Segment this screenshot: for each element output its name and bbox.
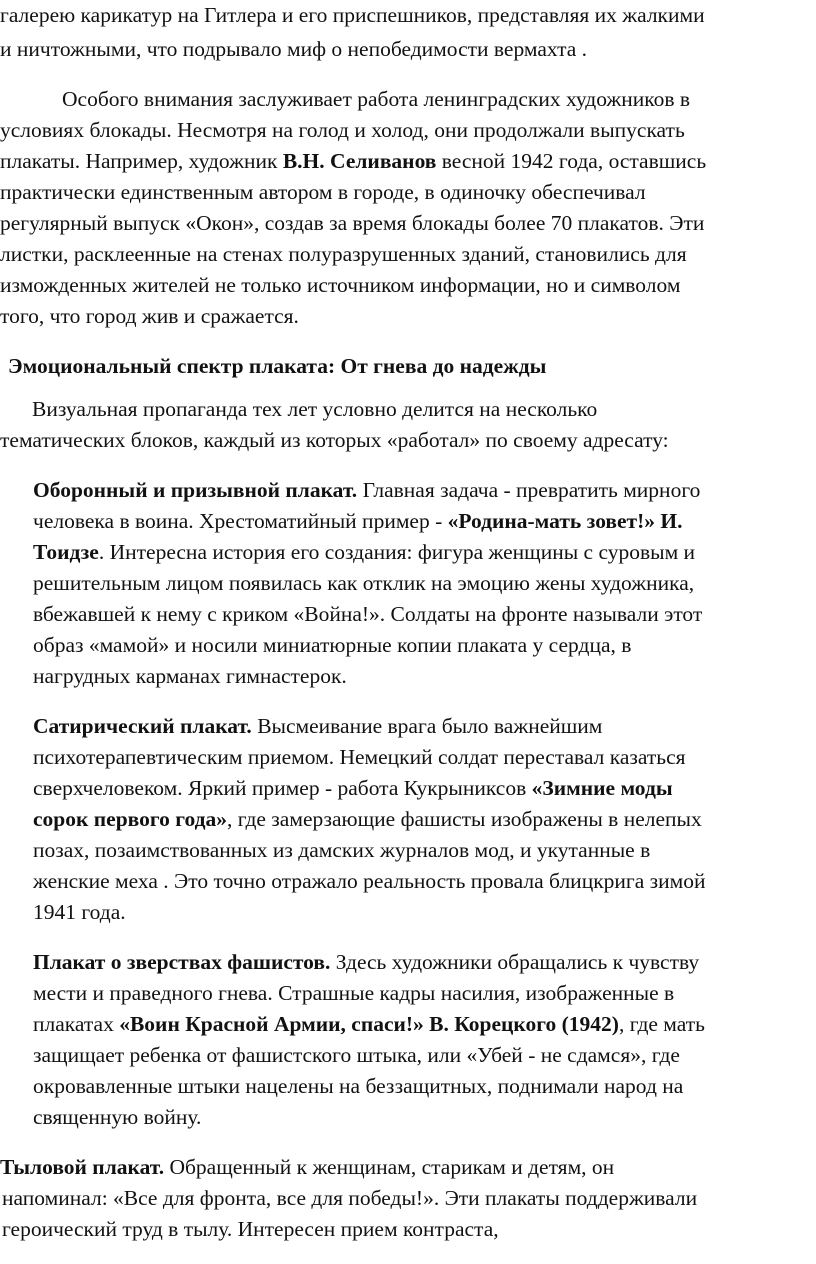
atrocities-line-3-text: плакатах	[33, 1012, 120, 1036]
satire-block-line-3	[33, 773, 673, 803]
section-heading: Эмоциональный спектр плаката: От гнева до надежды	[8, 354, 547, 378]
defense-block-line-2	[33, 506, 683, 536]
atrocities-block-line-6: священную войну.	[33, 1105, 202, 1129]
satire-block-line-4	[33, 804, 702, 834]
defense-line-1-text: Главная задача - превратить мирного	[357, 478, 701, 502]
blockade-paragraph-line-5: регулярный выпуск «Окон», создав за время блокады более 70 плакатов. Эти	[0, 211, 705, 235]
blockade-paragraph-line-1: Особого внимания заслуживает работа ленинградских художников в	[62, 87, 691, 111]
satire-block-title: Сатирический плакат.	[33, 714, 252, 738]
atrocities-block-line-2: мести и праведного гнева. Страшные кадры насилия, изображенные в	[33, 981, 675, 1005]
atrocities-block-line-4: защищает ребенка от фашистского штыка, или «Убей - не сдамся», где	[33, 1043, 680, 1067]
defense-block-line-3	[33, 537, 695, 567]
blockade-paragraph-line-8: того, что город жив и сражается.	[0, 304, 299, 328]
satire-block-line-6: женские меха . Это точно отражало реальность провала блицкрига зимой	[33, 869, 706, 893]
rear-line-1-text: Обращенный к женщинам, старикам и детям, он	[164, 1155, 615, 1179]
atrocities-block-title: Плакат о зверствах фашистов.	[33, 950, 331, 974]
defense-block-line-6: образ «мамой» и носили миниатюрные копии плаката у сердца, в	[33, 633, 632, 657]
rear-block-line-2: напоминал: «Все для фронта, все для победы!». Эти плакаты поддерживали	[2, 1186, 698, 1210]
defense-block-line-7: нагрудных карманах гимнастерок.	[33, 664, 347, 688]
atrocities-block-line-3	[33, 1009, 705, 1039]
rear-block-line-1	[0, 1152, 614, 1182]
blockade-paragraph-line-4: практически единственным автором в городе, в одиночку обеспечивал	[0, 180, 646, 204]
atrocities-line-3-rest: , где мать	[618, 1012, 705, 1036]
defense-block-title: Оборонный и призывной плакат.	[33, 478, 358, 502]
poster-title-rodina-mat: «Родина-мать зовет!» И.	[447, 509, 683, 533]
defense-line-2-text: человека в воина. Хрестоматийный пример -	[33, 509, 448, 533]
satire-line-3-text: сверхчеловеком. Яркий пример - работа Кукрыниксов	[33, 776, 532, 800]
defense-block-line-4: решительным лицом появилась как отклик на эмоцию жены художника,	[33, 571, 695, 595]
defense-block-line-1	[33, 475, 700, 505]
intro-line-2: и ничтожными, что подрывало миф о непобедимости вермахта .	[0, 37, 588, 61]
rear-block-line-3: героический труд в тылу. Интересен прием контраста,	[2, 1217, 499, 1241]
poster-title-red-army-save: «Воин Красной Армии, спаси!» В. Корецкого (1942)	[119, 1012, 619, 1036]
artist-name-toidze: Тоидзе	[33, 540, 99, 564]
poster-title-winter-fashions-cont: сорок первого года»	[33, 807, 227, 831]
satire-line-4-text: , где замерзающие фашисты изображены в нелепых	[226, 807, 702, 831]
blockade-paragraph-line-2: условиях блокады. Несмотря на голод и холод, они продолжали выпускать	[0, 118, 685, 142]
defense-line-3-text: . Интересна история его создания: фигура женщины с суровым и	[98, 540, 696, 564]
visual-paragraph-line-1: Визуальная пропаганда тех лет условно делится на несколько	[32, 397, 598, 421]
atrocities-block-line-5: окровавленные штыки нацелены на беззащитных, поднимали народ на	[33, 1074, 684, 1098]
satire-block-line-2: психотерапевтическим приемом. Немецкий солдат переставал казаться	[33, 745, 686, 769]
satire-block-line-1	[33, 711, 602, 741]
atrocities-line-1-text: Здесь художники обращались к чувству	[330, 950, 700, 974]
satire-block-line-7: 1941 года.	[33, 900, 126, 924]
satire-line-1-text: Высмеивание врага было важнейшим	[251, 714, 603, 738]
blockade-paragraph-line-6: листки, расклеенные на стенах полуразрушенных зданий, становились для	[0, 242, 687, 266]
blockade-line-3-rest: весной 1942 года, оставшись	[436, 149, 707, 173]
atrocities-block-line-1	[33, 947, 699, 977]
intro-line-1: галерею карикатур на Гитлера и его приспешников, представляя их жалкими	[0, 3, 705, 27]
rear-block-title: Тыловой плакат.	[0, 1155, 165, 1179]
blockade-paragraph-line-3	[0, 146, 706, 176]
defense-block-line-5: вбежавшей к нему с криком «Война!». Солдаты на фронте называли этот	[33, 602, 703, 626]
blockade-paragraph-line-7: изможденных жителей не только источником информации, но и символом	[0, 273, 681, 297]
blockade-line-3-text: плакаты. Например, художник	[0, 149, 283, 173]
visual-paragraph-line-2: тематических блоков, каждый из которых «работал» по своему адресату:	[0, 428, 669, 452]
artist-name-selivanov: В.Н. Селиванов	[282, 149, 437, 173]
satire-block-line-5: позах, позаимствованных из дамских журналов мод, и укутанные в	[33, 838, 651, 862]
poster-title-winter-fashions: «Зимние моды	[531, 776, 673, 800]
